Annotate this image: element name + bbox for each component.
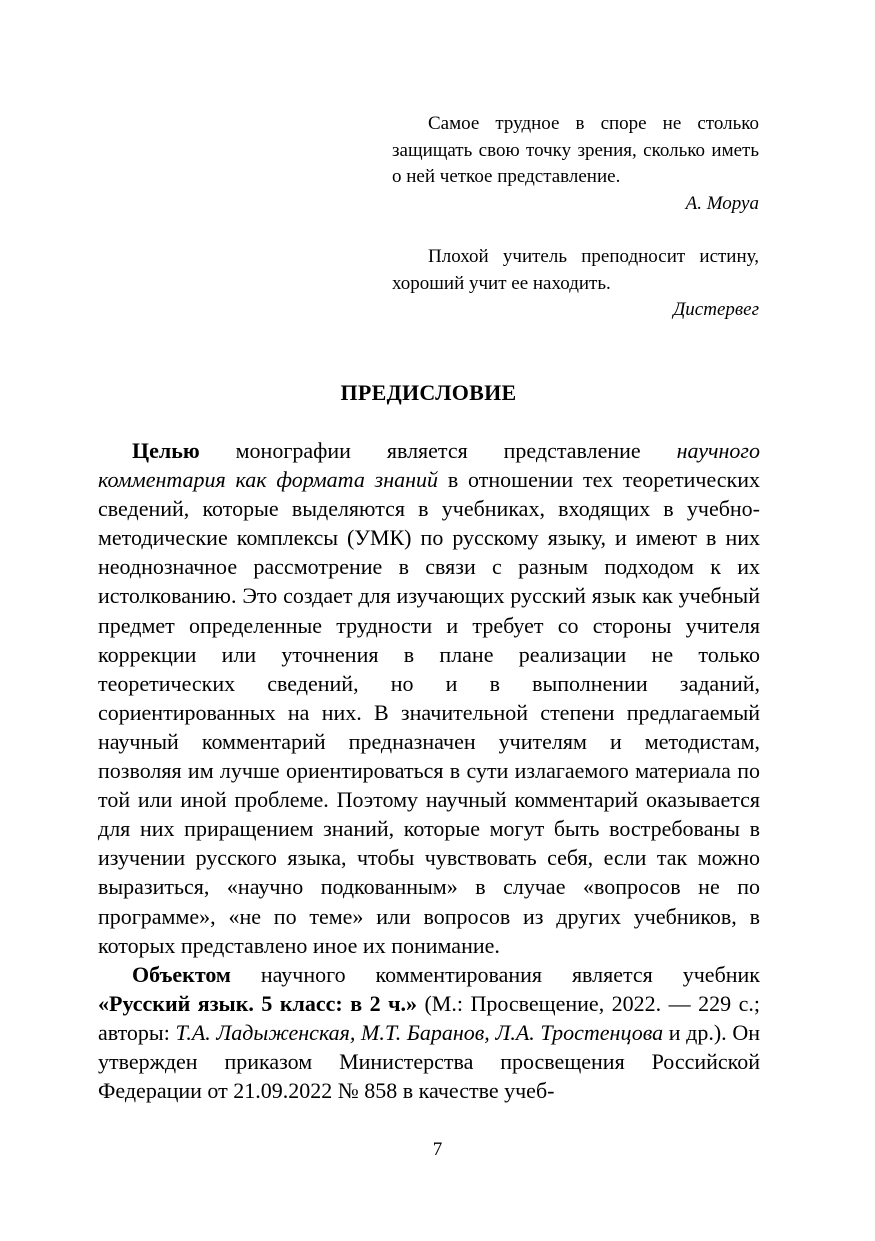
epigraph-disterweg <box>392 244 759 324</box>
epigraph-author: Дистервег <box>673 299 759 320</box>
text-span: монографии является представление <box>199 438 677 463</box>
text-span: и др.). Он утвержден приказом Министерства просвещения Российской Федерации от 21.09.2022 № 858 в качестве учеб- <box>98 1019 760 1104</box>
text-span: (М.: Просвещение, 2022. — 229 с.; авторы: <box>98 990 761 1045</box>
italic-term: научного комментария как формата знаний <box>98 438 760 493</box>
epigraph-author: А. Моруа <box>685 192 759 214</box>
authors-list: Т.А. Ладыженская, М.Т. Баранов, Л.А. Тростенцова <box>175 1019 664 1045</box>
bold-term: Целью <box>132 438 200 463</box>
epigraph-moruа <box>392 111 759 217</box>
book-title: «Русский язык. 5 класс: в 2 ч.» <box>98 990 417 1016</box>
epigraph-quote: Плохой учитель преподносит истину, хороший учит ее находить. <box>392 246 759 294</box>
text-span: научного комментирования является учебник <box>230 961 760 987</box>
page-title: ПРЕДИСЛОВИЕ <box>340 380 517 405</box>
epigraph-quote: Самое трудное в споре не столько защищать свою точку зрения, сколько иметь о ней четкое представление. <box>392 113 759 187</box>
paragraph-goal <box>98 436 760 960</box>
page-number: 7 <box>432 1139 443 1160</box>
text-span: в отношении тех теоретических сведений, которые выделяются в учебниках, входящих в учебно-методические комплексы (УМК) по русскому языку, и имеют в них неоднозначное рассмотрение в связи с разным подходом к их истолкованию. Это создает для изучающих русский язык как учебный предмет определенные трудности и требует со стороны учителя коррекции или уточнения в плане реализации не только теоретических сведений, но и в выполнении заданий, сориентированных на них. В значительной степени предлагаемый научный комментарий предназначен учителям и методистам, позволяя им лучше ориентироваться в сути излагаемого материала по той или иной проблеме. Поэтому научный комментарий оказывается для них приращением знаний, которые могут быть востребованы в изучении русского языка, чтобы чувствовать себя, если так можно выразиться, «научно подкованным» в случае «вопросов не по программе», «не по теме» или вопросов из других учебников, в которых представлено иное их понимание. <box>98 467 760 958</box>
paragraph-object <box>98 960 760 1105</box>
bold-term: Объектом <box>132 961 231 987</box>
main-text <box>98 436 760 1105</box>
